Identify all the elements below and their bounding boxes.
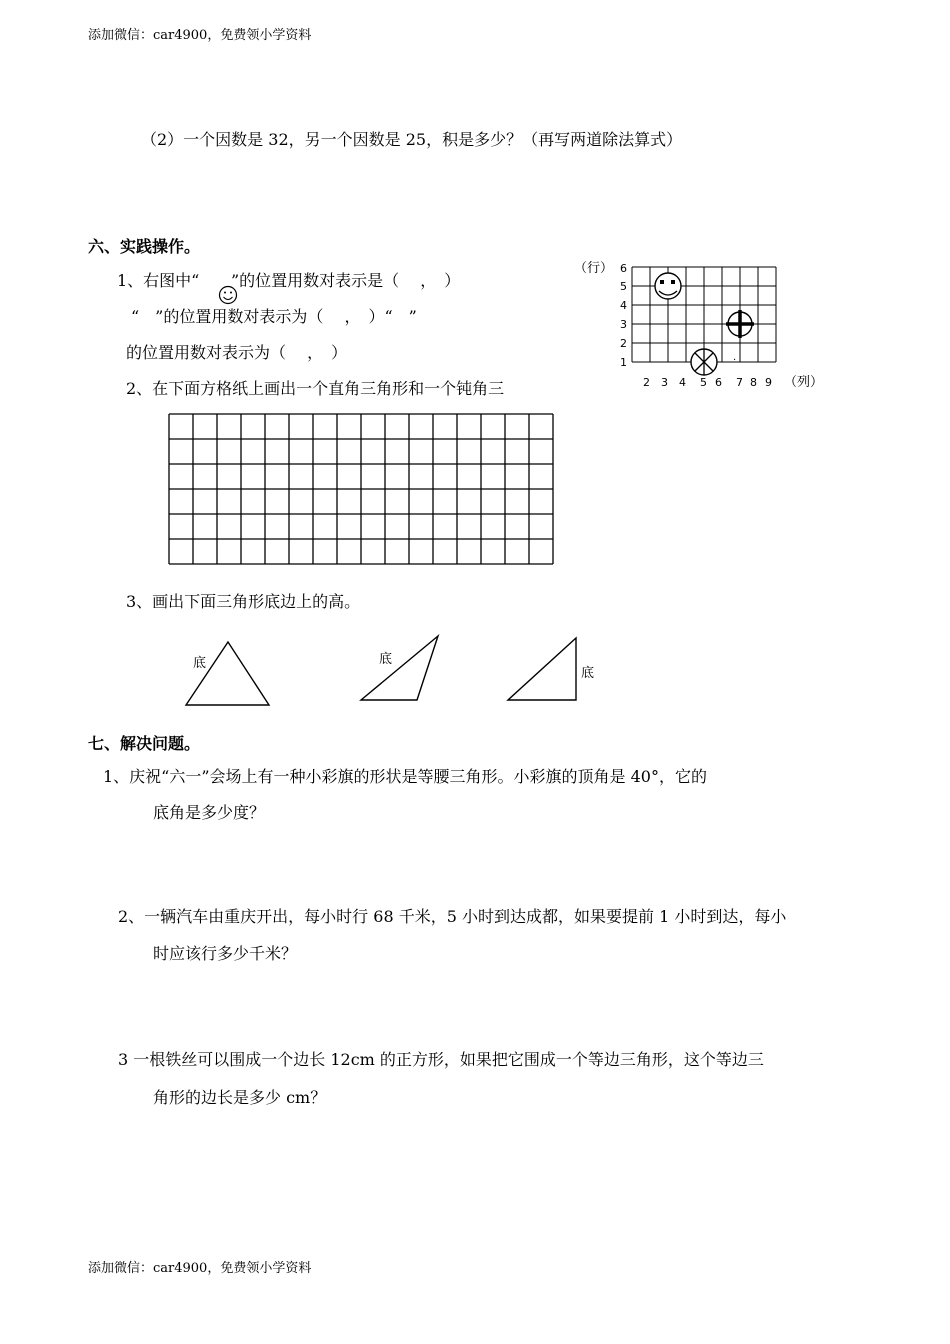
col-axis-label: （列） xyxy=(784,375,824,390)
row-axis-label: （行） xyxy=(574,261,614,276)
s6-q3: 3、画出下面三角形底边上的高。 xyxy=(126,592,361,611)
x-circle-marker-icon xyxy=(691,349,717,375)
row-tick: 4 xyxy=(620,299,627,312)
coordinate-grid xyxy=(570,252,830,394)
s6-q2: 2、在下面方格纸上画出一个直角三角形和一个钝角三 xyxy=(126,379,505,398)
col-tick: 6 xyxy=(715,376,722,389)
triangle-2 xyxy=(355,630,450,708)
col-tick: 3 xyxy=(661,376,668,389)
section-7-title: 七、解决问题。 xyxy=(88,734,201,753)
col-tick: 2 xyxy=(643,376,650,389)
s7-q2-line1: 2、一辆汽车由重庆开出，每小时行 68 千米，5 小时到达成都，如果要提前 1 小时到达，每小 xyxy=(118,907,787,926)
col-tick: 5 xyxy=(700,376,707,389)
triangle-3 xyxy=(502,630,612,708)
s6-q1-part-b: ”的位置用数对表示是（ ， ） xyxy=(231,271,461,290)
page-header: 添加微信：car4900，免费领小学资料 xyxy=(88,28,312,43)
row-tick: 3 xyxy=(620,318,627,331)
s7-q3-line1: 3 一根铁丝可以围成一个边长 12cm 的正方形，如果把它围成一个等边三角形，这个等边三 xyxy=(118,1050,764,1069)
triangle-1-label: 底 xyxy=(193,656,207,671)
smiley-icon xyxy=(218,284,238,306)
s7-q1-line2: 底角是多少度？ xyxy=(153,803,266,822)
section-6-title: 六、实践操作。 xyxy=(88,237,201,256)
small-dot: . xyxy=(733,352,737,363)
plus-circle-marker-icon xyxy=(726,310,754,338)
col-tick: 9 xyxy=(765,376,772,389)
col-tick: 4 xyxy=(679,376,686,389)
s6-q1-part-c: “ ”的位置用数对表示为（ ， ）“ ” xyxy=(131,307,417,326)
triangle-1 xyxy=(180,632,290,710)
row-tick: 1 xyxy=(620,356,627,369)
row-tick: 2 xyxy=(620,337,627,350)
s7-q1-line1: 1、庆祝“六一”会场上有一种小彩旗的形状是等腰三角形。小彩旗的顶角是 40°，它的 xyxy=(103,767,707,786)
page-footer: 添加微信：car4900，免费领小学资料 xyxy=(88,1261,312,1276)
triangle-3-label: 底 xyxy=(581,666,595,681)
grid-lines xyxy=(632,267,776,362)
row-tick: 5 xyxy=(620,280,627,293)
s6-q1-part-d: 的位置用数对表示为（ ， ） xyxy=(126,343,348,362)
s6-q1-part-a: 1、右图中“ xyxy=(117,271,200,290)
question-5-2: （2）一个因数是 32，另一个因数是 25，积是多少？（再写两道除法算式） xyxy=(141,130,683,149)
col-tick: 7 xyxy=(736,376,743,389)
s7-q2-line2: 时应该行多少千米？ xyxy=(153,944,298,963)
square-grid-paper xyxy=(168,413,555,569)
face-marker-icon xyxy=(655,273,681,299)
triangle-2-label: 底 xyxy=(379,652,393,667)
col-tick: 8 xyxy=(750,376,757,389)
s7-q3-line2: 角形的边长是多少 cm？ xyxy=(153,1088,327,1107)
row-tick: 6 xyxy=(620,262,627,275)
